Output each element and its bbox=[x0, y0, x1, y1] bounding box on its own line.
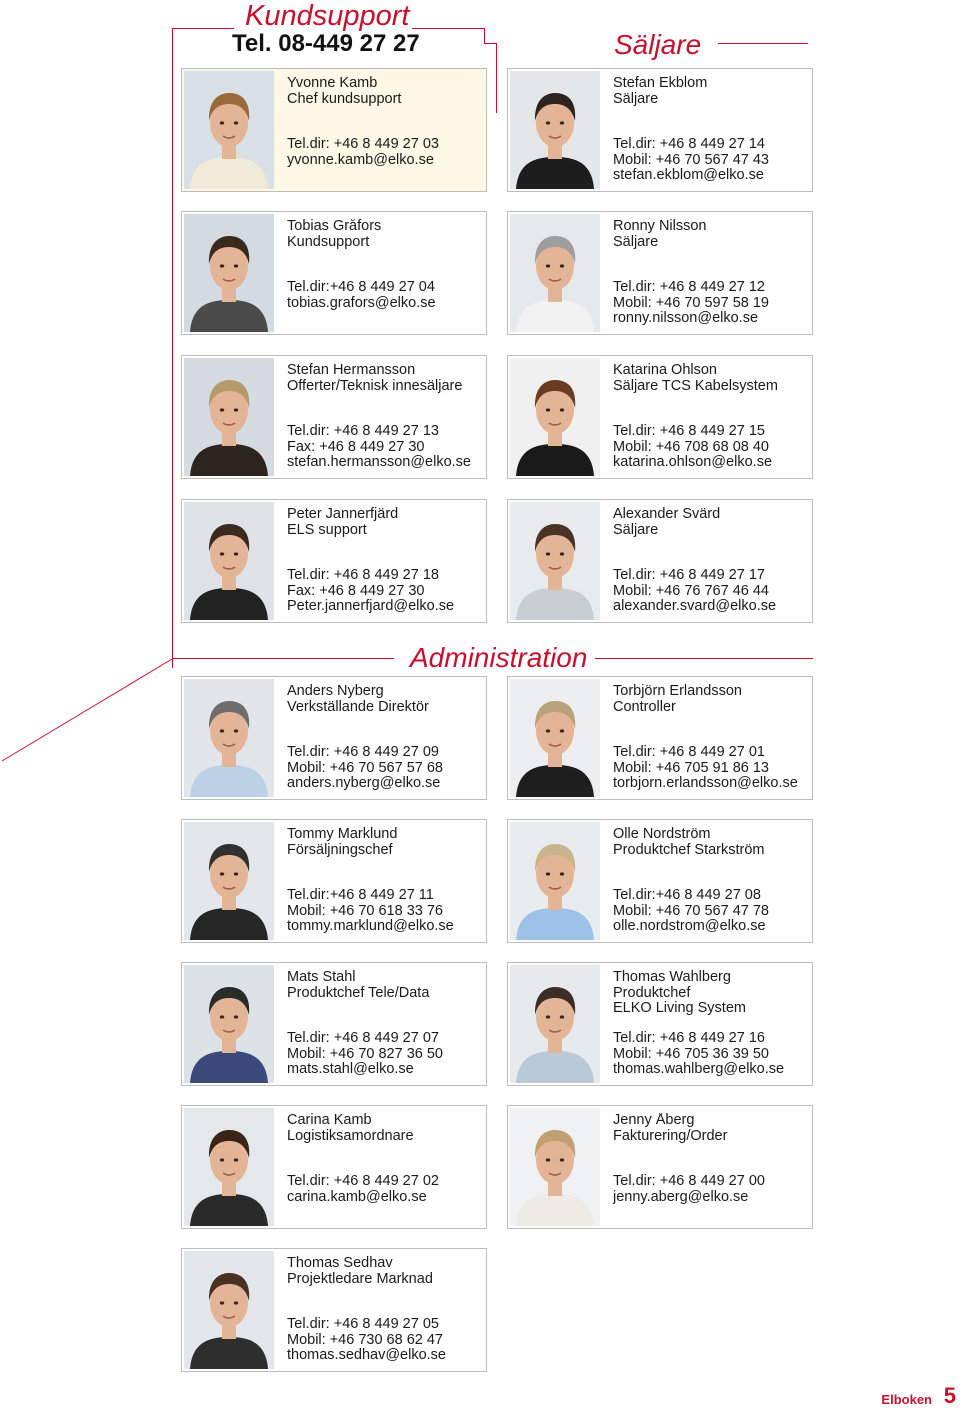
staff-card-torbjorn-erlandsson bbox=[507, 676, 813, 800]
staff-contact-block bbox=[613, 745, 808, 792]
staff-contact-block bbox=[287, 1317, 482, 1364]
staff-email-link[interactable]: carina.kamb@elko.se bbox=[287, 1189, 427, 1205]
staff-title: ELS support bbox=[287, 522, 367, 538]
staff-email-link[interactable]: tommy.marklund@elko.se bbox=[287, 919, 454, 935]
staff-title: Logistiksamordnare bbox=[287, 1128, 414, 1144]
staff-title: Säljare bbox=[613, 234, 659, 250]
staff-title: Offerter/Teknisk innesäljare bbox=[287, 378, 463, 394]
staff-contact-block bbox=[613, 1174, 808, 1205]
staff-name: Ronny Nilsson bbox=[613, 219, 707, 234]
staff-name: Carina Kamb bbox=[287, 1113, 372, 1128]
staff-title: Chef kundsupport bbox=[287, 91, 402, 107]
staff-email-link[interactable]: ronny.nilsson@elko.se bbox=[613, 311, 759, 327]
staff-photo bbox=[510, 358, 600, 476]
staff-card-yvonne-kamb bbox=[181, 68, 487, 192]
staff-contact-block bbox=[613, 424, 808, 471]
staff-photo bbox=[184, 502, 274, 620]
admin-rule-left bbox=[172, 658, 394, 659]
staff-card-katarina-ohlson bbox=[507, 355, 813, 479]
staff-name: Peter Jannerfjärd bbox=[287, 507, 399, 522]
staff-card-stefan-hermansson bbox=[181, 355, 487, 479]
staff-email-link[interactable]: Peter.jannerfjard@elko.se bbox=[287, 599, 455, 615]
staff-email-link[interactable]: stefan.ekblom@elko.se bbox=[613, 168, 764, 184]
staff-contact-block bbox=[613, 568, 808, 615]
staff-contact-block bbox=[287, 745, 482, 792]
staff-photo bbox=[184, 71, 274, 189]
staff-phone: Tel.dir: +46 8 449 27 12 bbox=[613, 280, 765, 295]
kundsupport-rule-top bbox=[172, 28, 234, 29]
staff-contact-block bbox=[613, 888, 808, 935]
staff-photo bbox=[184, 214, 274, 332]
staff-title: Kundsupport bbox=[287, 234, 370, 250]
kundsupport-rule-right bbox=[484, 28, 485, 43]
staff-email-link[interactable]: jenny.aberg@elko.se bbox=[613, 1189, 749, 1205]
staff-name-block bbox=[287, 1113, 482, 1144]
staff-phone: Mobil: +46 705 36 39 50 bbox=[613, 1046, 769, 1062]
staff-card-jenny-aberg bbox=[507, 1105, 813, 1229]
staff-name-block bbox=[287, 827, 482, 858]
staff-phone: Mobil: +46 708 68 08 40 bbox=[613, 439, 769, 455]
staff-name: Alexander Svärd bbox=[613, 507, 721, 522]
staff-email-link[interactable]: anders.nyberg@elko.se bbox=[287, 776, 441, 792]
staff-name-block bbox=[613, 827, 808, 858]
staff-title: Fakturering/Order bbox=[613, 1128, 728, 1144]
staff-contact-block bbox=[287, 568, 482, 615]
staff-phone: Tel.dir: +46 8 449 27 17 bbox=[613, 568, 765, 583]
staff-phone: Mobil: +46 70 567 47 78 bbox=[613, 903, 769, 919]
staff-phone: Mobil: +46 730 68 62 47 bbox=[287, 1332, 443, 1348]
staff-phone: Tel.dir: +46 8 449 27 01 bbox=[613, 745, 765, 760]
staff-phone: Mobil: +46 70 567 47 43 bbox=[613, 152, 769, 168]
staff-name-block bbox=[287, 219, 482, 250]
staff-name: Thomas Wahlberg bbox=[613, 970, 731, 985]
staff-phone: Tel.dir: +46 8 449 27 05 bbox=[287, 1317, 439, 1332]
staff-title: Produktchef Starkström bbox=[613, 842, 765, 858]
kundsupport-rule-left bbox=[172, 28, 173, 668]
staff-name-block bbox=[287, 684, 482, 715]
staff-name-block bbox=[287, 363, 482, 394]
staff-photo bbox=[510, 502, 600, 620]
staff-photo bbox=[184, 1251, 274, 1369]
staff-phone: Tel.dir: +46 8 449 27 02 bbox=[287, 1174, 439, 1189]
staff-phone: Tel.dir: +46 8 449 27 03 bbox=[287, 137, 439, 152]
staff-title: Säljare bbox=[613, 91, 659, 107]
staff-name-block bbox=[613, 219, 808, 250]
staff-title: Säljare bbox=[613, 522, 659, 538]
staff-phone: Tel.dir: +46 8 449 27 18 bbox=[287, 568, 439, 583]
staff-card-olle-nordstrom bbox=[507, 819, 813, 943]
staff-contact-block bbox=[287, 424, 482, 471]
staff-email-link[interactable]: alexander.svard@elko.se bbox=[613, 599, 777, 615]
staff-email-link[interactable]: yvonne.kamb@elko.se bbox=[287, 152, 434, 168]
staff-phone: Mobil: +46 70 597 58 19 bbox=[613, 295, 769, 311]
staff-photo bbox=[510, 71, 600, 189]
staff-photo bbox=[184, 965, 274, 1083]
staff-phone: Mobil: +46 76 767 46 44 bbox=[613, 583, 769, 599]
staff-photo bbox=[510, 965, 600, 1083]
staff-card-mats-stahl bbox=[181, 962, 487, 1086]
staff-email-link[interactable]: mats.stahl@elko.se bbox=[287, 1062, 414, 1078]
staff-phone: Tel.dir: +46 8 449 27 15 bbox=[613, 424, 765, 439]
main-phone-number: Tel. 08-449 27 27 bbox=[232, 30, 420, 57]
staff-contact-block bbox=[613, 280, 808, 327]
staff-phone: Tel.dir:+46 8 449 27 04 bbox=[287, 280, 435, 295]
staff-card-thomas-sedhav bbox=[181, 1248, 487, 1372]
staff-card-anders-nyberg bbox=[181, 676, 487, 800]
staff-email-link[interactable]: thomas.wahlberg@elko.se bbox=[613, 1062, 785, 1078]
staff-photo bbox=[184, 358, 274, 476]
staff-email-link[interactable]: stefan.hermansson@elko.se bbox=[287, 455, 471, 471]
staff-phone: Mobil: +46 705 91 86 13 bbox=[613, 760, 769, 776]
staff-email-link[interactable]: katarina.ohlson@elko.se bbox=[613, 455, 773, 471]
staff-phone: Mobil: +46 70 567 57 68 bbox=[287, 760, 443, 776]
staff-phone: Tel.dir: +46 8 449 27 14 bbox=[613, 137, 765, 152]
staff-card-carina-kamb bbox=[181, 1105, 487, 1229]
staff-name: Mats Stahl bbox=[287, 970, 356, 985]
staff-contact-block bbox=[287, 280, 482, 311]
administration-heading: Administration bbox=[410, 642, 588, 673]
staff-phone: Mobil: +46 70 827 36 50 bbox=[287, 1046, 443, 1062]
staff-name: Katarina Ohlson bbox=[613, 363, 717, 378]
staff-name: Stefan Hermansson bbox=[287, 363, 416, 378]
saljare-rule-right bbox=[718, 43, 808, 44]
staff-name-block bbox=[613, 1113, 808, 1144]
kundsupport-rule-top-right bbox=[412, 28, 484, 29]
staff-name: Jenny Åberg bbox=[613, 1113, 695, 1128]
staff-phone: Tel.dir: +46 8 449 27 09 bbox=[287, 745, 439, 760]
staff-phone: Tel.dir: +46 8 449 27 07 bbox=[287, 1031, 439, 1046]
staff-name-block bbox=[613, 76, 808, 107]
staff-name-block bbox=[287, 970, 482, 1001]
staff-name: Stefan Ekblom bbox=[613, 76, 708, 91]
saljare-rule-left bbox=[484, 43, 496, 44]
staff-name-block bbox=[613, 970, 808, 1017]
staff-contact-block bbox=[613, 137, 808, 184]
staff-card-tobias-grafors bbox=[181, 211, 487, 335]
staff-name: Olle Nordström bbox=[613, 827, 711, 842]
footer-label: Elboken bbox=[881, 1392, 932, 1407]
staff-contact-block bbox=[613, 1031, 808, 1078]
staff-email-link[interactable]: tobias.grafors@elko.se bbox=[287, 295, 436, 311]
staff-email-link[interactable]: thomas.sedhav@elko.se bbox=[287, 1348, 446, 1364]
staff-name-block bbox=[613, 684, 808, 715]
staff-contact-block bbox=[287, 888, 482, 935]
staff-phone: Tel.dir: +46 8 449 27 00 bbox=[613, 1174, 765, 1189]
staff-phone: Fax: +46 8 449 27 30 bbox=[287, 583, 425, 599]
staff-title: ELKO Living System bbox=[613, 1001, 746, 1017]
staff-name-block bbox=[287, 1256, 482, 1287]
saljare-rule-drop bbox=[496, 43, 497, 113]
staff-name-block bbox=[287, 507, 482, 538]
staff-title: Produktchef bbox=[613, 985, 691, 1001]
staff-contact-block bbox=[287, 1031, 482, 1078]
staff-contact-block bbox=[287, 1174, 482, 1205]
staff-phone: Tel.dir:+46 8 449 27 11 bbox=[287, 888, 434, 903]
staff-card-tommy-marklund bbox=[181, 819, 487, 943]
staff-name-block bbox=[613, 507, 808, 538]
staff-photo bbox=[510, 822, 600, 940]
staff-card-thomas-wahlberg bbox=[507, 962, 813, 1086]
page-number: 5 bbox=[943, 1383, 956, 1408]
staff-phone: Tel.dir:+46 8 449 27 08 bbox=[613, 888, 761, 903]
staff-card-alexander-svard bbox=[507, 499, 813, 623]
staff-name: Thomas Sedhav bbox=[287, 1256, 393, 1271]
staff-title: Produktchef Tele/Data bbox=[287, 985, 430, 1001]
staff-name-block bbox=[613, 363, 808, 394]
staff-contact-block bbox=[287, 137, 482, 168]
staff-photo bbox=[510, 679, 600, 797]
staff-photo bbox=[510, 214, 600, 332]
staff-phone: Tel.dir: +46 8 449 27 13 bbox=[287, 424, 439, 439]
staff-photo bbox=[184, 1108, 274, 1226]
staff-card-stefan-ekblom bbox=[507, 68, 813, 192]
kundsupport-heading: Kundsupport bbox=[245, 0, 410, 32]
staff-title: Controller bbox=[613, 699, 676, 715]
staff-title: Försäljningschef bbox=[287, 842, 393, 858]
staff-name: Yvonne Kamb bbox=[287, 76, 378, 91]
staff-photo bbox=[184, 822, 274, 940]
staff-photo bbox=[510, 1108, 600, 1226]
admin-rule-diagonal bbox=[0, 655, 180, 765]
staff-card-peter-jannerfjard bbox=[181, 499, 487, 623]
staff-title: Projektledare Marknad bbox=[287, 1271, 433, 1287]
staff-phone: Fax: +46 8 449 27 30 bbox=[287, 439, 425, 455]
staff-name: Torbjörn Erlandsson bbox=[613, 684, 742, 699]
staff-name: Anders Nyberg bbox=[287, 684, 384, 699]
staff-name-block bbox=[287, 76, 482, 107]
staff-name: Tobias Gråfors bbox=[287, 219, 382, 234]
saljare-heading: Säljare bbox=[614, 29, 702, 60]
staff-name: Tommy Marklund bbox=[287, 827, 398, 842]
staff-phone: Tel.dir: +46 8 449 27 16 bbox=[613, 1031, 765, 1046]
staff-photo bbox=[184, 679, 274, 797]
staff-title: Säljare TCS Kabelsystem bbox=[613, 378, 778, 394]
admin-rule-right bbox=[595, 658, 813, 659]
staff-phone: Mobil: +46 70 618 33 76 bbox=[287, 903, 443, 919]
staff-card-ronny-nilsson bbox=[507, 211, 813, 335]
staff-title: Verkställande Direktör bbox=[287, 699, 429, 715]
staff-email-link[interactable]: olle.nordstrom@elko.se bbox=[613, 919, 766, 935]
staff-email-link[interactable]: torbjorn.erlandsson@elko.se bbox=[613, 776, 798, 792]
